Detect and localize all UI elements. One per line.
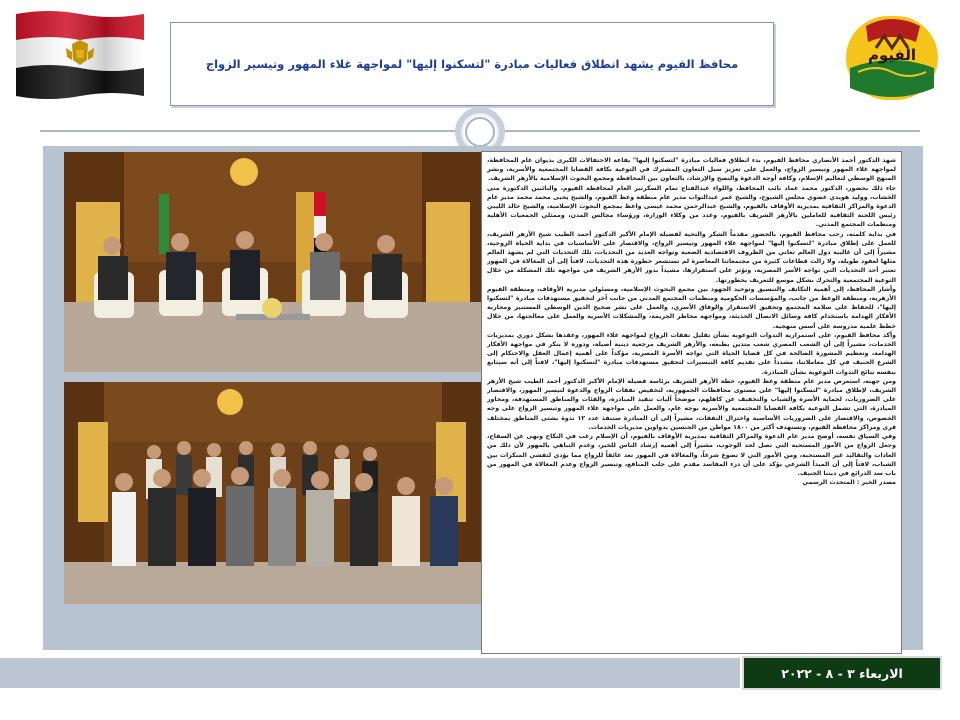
svg-text:الفيوم: الفيوم: [867, 46, 917, 64]
article-paragraph: شهد الدكتور أحمد الأنصاري محافظ الفيوم، بدء انطلاق فعاليات مبادرة "لتسكنوا إليها" بقاعة الاحتفالات الكبرى بديوان عام المحافظة، لمواجهة غلاء المهور وتيسير الزواج، والعمل على تعزيز سبل التعاون المشترك في التوعية بكافة القضايا المجتمعية والأسرية، ونشر المنهج الوسطي لتعاليم الإسلام، وكافة أوجه الدعوة والنصح والإرشاد، بالتعاون بين المحافظة ومجمع البحوث الإسلامية بالأزهر الشريف.: [487, 157, 896, 183]
egypt-flag-icon: [14, 8, 146, 100]
article-paragraph: ومن جهته، استعرض مدير عام منطقة وعظ الفيوم، خطة الأزهر الشريف برئاسة فضيلة الإمام الأكبر الدكتور أحمد الطيب شيخ الأزهر الشريف، لإطلاق مبادرة "لتسكنوا إليها" على مستوى محافظات الجمهورية، لتخفيض نفقات الزواج والدعوة لتيسير المهور، والاقتصار على الضروريات، لحماية الأسرة والشباب والتخفيف عن كاهلهم، موضحاً آليات تنفيذ المبادرة، والفئات والمناطق المستهدفة، ومحاور المبادرة، التي تشمل التوعية بكافة القضايا المجتمعية والأسرية بوجه عام، والعمل على مواجهة غلاء المهور وتيسير الزواج على وجه الخصوص، والاقتصار على الضروريات الأساسية واختزال النفقات، مشيراً إلى أن المبادرة ستنفذ عدد ١٢ ندوة بشتى المناطق بمختلف قرى ومراكز محافظة الفيوم، وتستهدف أكثر من ١٨٠٠ مواطن من الجنسين بدواوين مديريات الخدمات.: [487, 377, 896, 431]
article-paragraph: جاء ذلك بحضور، الدكتور محمد عماد نائب المحافظ، واللواء عبدالفتاح تمام السكرتير العام لمحافظة الفيوم، والنائبين الدكتورة منى الخشاب، ووليد هويدي عضوي مجلس الشيوخ، والشيخ عمر عبدالتواب مدير عام منطقة وعظ الفيوم، والشيخ يحيى محمد محمد مدير عام الدعوة والمراكز الثقافية بمديرية الأوقاف بالفيوم، والشيخ عبدالرحمن محمد عيسى واعظ بمجمع البحوث الإسلامية، والشيخ خالد الليبي رئيس اللجنة الثقافية للعاملين بالأزهر الشريف بالفيوم، وعدد من وكلاء الوزارة، ورؤساء مجالس المدن، وممثلي الجمعيات الأهلية ومنظمات المجتمع المدني.: [487, 184, 896, 229]
footer-strip: [0, 658, 740, 688]
fayoum-governorate-logo: [836, 8, 948, 108]
photo-seated-officials: [64, 152, 482, 372]
article-paragraph: وأشار المحافظ، إلى أهمية التكاتف والتنسيق وتوحيد الجهود بين مجمع البحوث الإسلامية، ومسئولي مديرية الأوقاف، ومنطقة الفيوم الأزهرية، ومنطقة الوعظ من جانب، والمؤسسات الحكومية ومنظمات المجتمع المدني من جانب آخر لتحقيق مستهدفات مبادرة "لتسكنوا إليها"، للحفاظ على سلامة المجتمع وتحقيق الاستقرار والوفاق الأسري، والعمل على نشر صحيح الدين الوسطي المستنير ومحاربة الأفكار الهدامة باستخدام كافة وسائل الاتصال الحديثة، ومواجهة مخاطر الجريمة، والمشكلات الأسرية والعمل على معالجتها، من خلال خطط علمية مدروسة على أسس منهجية.: [487, 285, 896, 330]
photo-group-standing: [64, 382, 482, 604]
headline: محافظ الفيوم يشهد انطلاق فعاليات مبادرة "لتسكنوا إليها" لمواجهة غلاء المهور وتيسير الزواج: [205, 57, 739, 71]
article-paragraph: في بداية كلمته، رحب محافظ الفيوم، بالحضور مقدماً الشكر والتحية لفضيلة الإمام الأكبر الدكتور أحمد الطيب شيخ الأزهر الشريف، للعمل على إطلاق مبادرة "لتسكنوا إليها" لمواجهة غلاء المهور وتيسير الزواج، والاقتصار على الأساسيات في بداية الحياة الزوجية، مشيراً إلى أن غالبية دول العالم تعاني من الظروف الاقتصادية الصعبة وتواجه العديد من التحديات، تلك التحديات التي لم يشهد العالم مثلها لعقود طويلة، ولا زالت قطاعات كثيرة من مجتمعاتنا المعاصرة لم تستشعر خطورة هذه التحديات، لافتاً إلى أن المغالاة في المهور تعتبر أحد التحديات التي تواجه الأسر المصرية، وتؤثر على استقرارها، مشيداً بدور الأزهر الشريف في مواجهة تلك المشكلة من خلال التوعية المجتمعية والتحرك بشكل موسع للتعريف بخطورتها.: [487, 230, 896, 284]
article-paragraph: وفي السياق نفسه، أوضح مدير عام الدعوة والمراكز الثقافية بمديرية الأوقاف بالفيوم، أن الإسلام رغب في النكاح ونهى عن السفاح، وجعل الزواج من الأمور المستحبة التي تصل لحد الوجوب، مشيراً إلى أهمية إرشاد الناس للخير، وعدم التباهي بالمهور لأن ذلك من العادات والتقاليد غير المستحبة، ومن الأمور التي لا تصوغ شرعاً، والمغالاة في المهور تعد عائقاً للزواج مما يؤدي لتفشي المنكرات بين الشباب، لافتاً إلى أن المبدأ الشرعي يؤكد على أن درء المفاسد مقدم على جلب المنافع، وتيسير الزواج وعدم المغالاة في المهور من باب سد الذرائع في ديننا الحنيف.: [487, 433, 896, 477]
article-paragraph: وأكد محافظ الفيوم، على استمرارية الندوات التوعوية بشأن تقليل نفقات الزواج لمواجهة غلاء المهور، وعقدها بشكل دوري بمديريات الخدمات، مشيراً إلى أن الشعب المصري شعب متدين بطبعه، والأزهر الشريف مرجعية دينية أصيلة، ودوره لا ينكر في مواجهة الأفكار الهدامة، وتعظيم المشورة الصالحة في كل قضايا الحياة التي تواجه الأسرة المصرية، مؤكداً على أهمية إعمال العقل والاحتكام إلى الشرع الحنيف في كل معاملاتنا، مشدداً على تقديم كافة التيسيرات لتحقيق مستهدفات مبادرة "لتسكنوا إليها"، لافتاً إلى أنه سيتابع بنفسه نتائج الندوات التوعوية بشأن المبادرة.: [487, 331, 896, 376]
date-label: الاربعاء ٣ - ٨ - ٢٠٢٢: [781, 665, 903, 681]
article-body: [481, 151, 902, 654]
article-source: مصدر الخبر : المتحدث الرسمي: [802, 479, 896, 487]
headline-box: [170, 22, 774, 106]
date-badge: [742, 656, 942, 690]
